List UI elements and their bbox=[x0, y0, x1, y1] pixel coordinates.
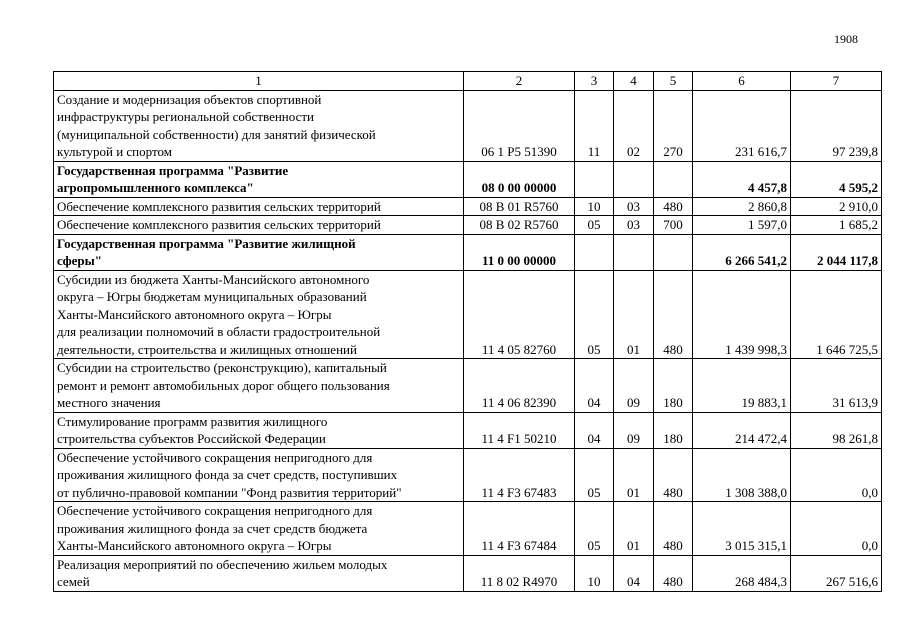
target-article-code: 11 8 02 R4970 bbox=[464, 555, 575, 591]
description-line: Обеспечение комплексного развития сельских территорий bbox=[57, 198, 381, 214]
row-description bbox=[54, 234, 464, 270]
amount-year-2: 98 261,8 bbox=[791, 412, 882, 448]
table-row bbox=[54, 197, 882, 216]
section-code: 04 bbox=[575, 412, 614, 448]
target-article-code: 11 4 F3 67484 bbox=[464, 502, 575, 556]
amount-year-2: 267 516,6 bbox=[791, 555, 882, 591]
table-header-row bbox=[54, 72, 882, 91]
row-description bbox=[54, 270, 464, 359]
amount-year-1: 268 484,3 bbox=[693, 555, 791, 591]
amount-year-1: 231 616,7 bbox=[693, 90, 791, 161]
table-row bbox=[54, 216, 882, 235]
amount-year-1: 214 472,4 bbox=[693, 412, 791, 448]
amount-year-2: 2 044 117,8 bbox=[791, 234, 882, 270]
section-code: 11 bbox=[575, 90, 614, 161]
subsection-code bbox=[614, 234, 654, 270]
table-row bbox=[54, 90, 882, 161]
table-row bbox=[54, 234, 882, 270]
page-number: 1908 bbox=[834, 32, 858, 46]
column-header: 7 bbox=[791, 72, 882, 91]
subsection-code: 01 bbox=[614, 502, 654, 556]
expense-type-code: 480 bbox=[654, 270, 693, 359]
expense-type-code: 480 bbox=[654, 555, 693, 591]
description-line: культурой и спортом bbox=[57, 144, 172, 159]
description-line: семей bbox=[57, 574, 90, 589]
description-line: (муниципальной собственности) для занятий физической bbox=[57, 126, 376, 142]
column-header: 5 bbox=[654, 72, 693, 91]
column-header: 1 bbox=[54, 72, 464, 91]
target-article-code: 11 0 00 00000 bbox=[464, 234, 575, 270]
subsection-code: 02 bbox=[614, 90, 654, 161]
amount-year-2: 0,0 bbox=[791, 502, 882, 556]
description-line: Создание и модернизация объектов спортивной bbox=[57, 91, 322, 107]
section-code: 05 bbox=[575, 502, 614, 556]
table-body bbox=[54, 90, 882, 591]
amount-year-1: 19 883,1 bbox=[693, 359, 791, 413]
row-description bbox=[54, 216, 464, 235]
description-line: Субсидии из бюджета Ханты-Мансийского автономного bbox=[57, 271, 370, 287]
amount-year-2: 0,0 bbox=[791, 448, 882, 502]
amount-year-2: 1 646 725,5 bbox=[791, 270, 882, 359]
description-line: местного значения bbox=[57, 395, 161, 410]
row-description bbox=[54, 448, 464, 502]
column-header: 4 bbox=[614, 72, 654, 91]
amount-year-1: 3 015 315,1 bbox=[693, 502, 791, 556]
description-line: проживания жилищного фонда за счет средств бюджета bbox=[57, 520, 368, 536]
target-article-code: 08 0 00 00000 bbox=[464, 161, 575, 197]
table-row bbox=[54, 412, 882, 448]
row-description bbox=[54, 161, 464, 197]
amount-year-1: 4 457,8 bbox=[693, 161, 791, 197]
description-line: Государственная программа "Развитие жилищной bbox=[57, 235, 356, 251]
amount-year-1: 1 439 998,3 bbox=[693, 270, 791, 359]
amount-year-2: 97 239,8 bbox=[791, 90, 882, 161]
amount-year-1: 1 308 388,0 bbox=[693, 448, 791, 502]
description-line: инфраструктуры региональной собственности bbox=[57, 109, 314, 124]
amount-year-1: 1 597,0 bbox=[693, 216, 791, 235]
section-code: 04 bbox=[575, 359, 614, 413]
description-line: Ханты-Мансийского автономного округа – Югры bbox=[57, 306, 332, 322]
subsection-code: 09 bbox=[614, 412, 654, 448]
table-row bbox=[54, 161, 882, 197]
target-article-code: 06 1 P5 51390 bbox=[464, 90, 575, 161]
table-row bbox=[54, 555, 882, 591]
expense-type-code bbox=[654, 161, 693, 197]
section-code bbox=[575, 161, 614, 197]
target-article-code: 11 4 F3 67483 bbox=[464, 448, 575, 502]
column-header: 3 bbox=[575, 72, 614, 91]
description-line: Обеспечение устойчивого сокращения непригодного для bbox=[57, 449, 373, 465]
subsection-code: 03 bbox=[614, 216, 654, 235]
section-code: 10 bbox=[575, 555, 614, 591]
subsection-code bbox=[614, 161, 654, 197]
row-description bbox=[54, 412, 464, 448]
target-article-code: 11 4 05 82760 bbox=[464, 270, 575, 359]
section-code: 05 bbox=[575, 270, 614, 359]
expense-type-code bbox=[654, 234, 693, 270]
section-code: 05 bbox=[575, 448, 614, 502]
target-article-code: 08 В 02 R5760 bbox=[464, 216, 575, 235]
description-line: агропромышленного комплекса" bbox=[57, 180, 254, 195]
description-line: Государственная программа "Развитие bbox=[57, 162, 289, 178]
target-article-code: 11 4 F1 50210 bbox=[464, 412, 575, 448]
row-description bbox=[54, 90, 464, 161]
row-description bbox=[54, 555, 464, 591]
table-row bbox=[54, 502, 882, 556]
row-description bbox=[54, 502, 464, 556]
subsection-code: 09 bbox=[614, 359, 654, 413]
budget-table bbox=[53, 71, 882, 592]
description-line: ремонт и ремонт автомобильных дорог общего пользования bbox=[57, 377, 390, 393]
amount-year-2: 4 595,2 bbox=[791, 161, 882, 197]
section-code: 05 bbox=[575, 216, 614, 235]
description-line: строительства субъектов Российской Федерации bbox=[57, 431, 326, 446]
expense-type-code: 180 bbox=[654, 359, 693, 413]
column-header: 6 bbox=[693, 72, 791, 91]
section-code: 10 bbox=[575, 197, 614, 216]
target-article-code: 11 4 06 82390 bbox=[464, 359, 575, 413]
description-line: Ханты-Мансийского автономного округа – Югры bbox=[57, 538, 332, 553]
description-line: округа – Югры бюджетам муниципальных образований bbox=[57, 289, 367, 304]
target-article-code: 08 В 01 R5760 bbox=[464, 197, 575, 216]
expense-type-code: 700 bbox=[654, 216, 693, 235]
subsection-code: 03 bbox=[614, 197, 654, 216]
description-line: от публично-правовой компании "Фонд развития территорий" bbox=[57, 484, 402, 500]
description-line: Субсидии на строительство (реконструкцию), капитальный bbox=[57, 360, 387, 375]
expense-type-code: 480 bbox=[654, 448, 693, 502]
description-line: проживания жилищного фонда за счет средств, поступивших bbox=[57, 467, 398, 482]
expense-type-code: 480 bbox=[654, 197, 693, 216]
description-line: Обеспечение комплексного развития сельских территорий bbox=[57, 217, 381, 232]
table-row bbox=[54, 270, 882, 359]
subsection-code: 01 bbox=[614, 448, 654, 502]
description-line: для реализации полномочий в области градостроительной bbox=[57, 324, 381, 339]
row-description bbox=[54, 359, 464, 413]
subsection-code: 01 bbox=[614, 270, 654, 359]
expense-type-code: 270 bbox=[654, 90, 693, 161]
expense-type-code: 480 bbox=[654, 502, 693, 556]
amount-year-2: 1 685,2 bbox=[791, 216, 882, 235]
amount-year-1: 6 266 541,2 bbox=[693, 234, 791, 270]
table-row bbox=[54, 448, 882, 502]
row-description bbox=[54, 197, 464, 216]
description-line: Обеспечение устойчивого сокращения непригодного для bbox=[57, 503, 373, 518]
description-line: Реализация мероприятий по обеспечению жильем молодых bbox=[57, 556, 388, 572]
expense-type-code: 180 bbox=[654, 412, 693, 448]
description-line: Стимулирование программ развития жилищного bbox=[57, 413, 328, 429]
description-line: деятельности, строительства и жилищных отношений bbox=[57, 341, 357, 357]
column-header: 2 bbox=[464, 72, 575, 91]
amount-year-2: 2 910,0 bbox=[791, 197, 882, 216]
description-line: сферы" bbox=[57, 253, 102, 268]
amount-year-1: 2 860,8 bbox=[693, 197, 791, 216]
amount-year-2: 31 613,9 bbox=[791, 359, 882, 413]
section-code bbox=[575, 234, 614, 270]
subsection-code: 04 bbox=[614, 555, 654, 591]
table-row bbox=[54, 359, 882, 413]
